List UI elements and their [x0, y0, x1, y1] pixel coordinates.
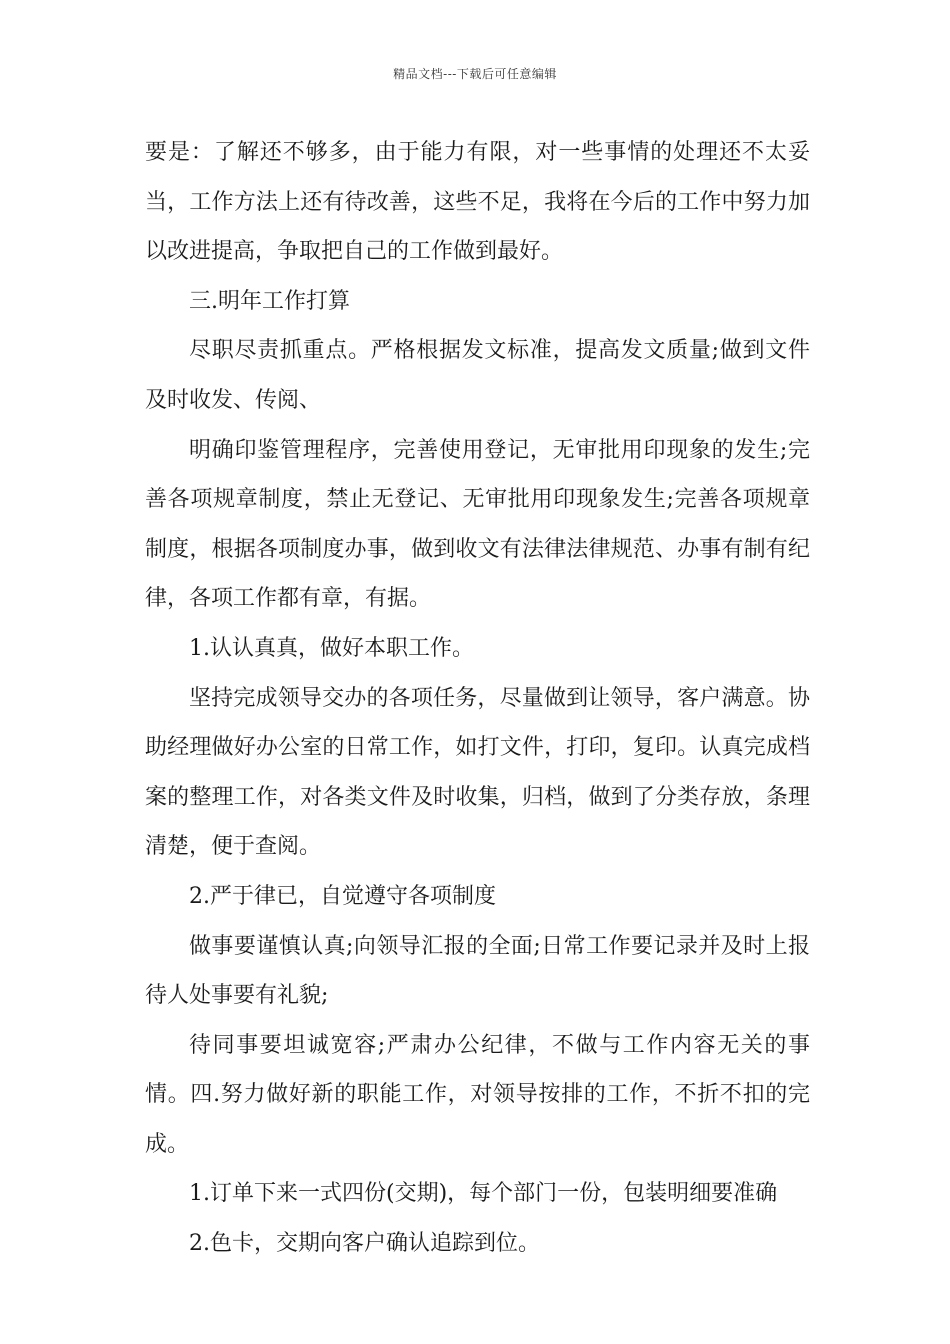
- list-item-heading: 1.认认真真，做好本职工作。: [189, 635, 474, 661]
- page-header: 精品文档---下载后可任意编辑: [393, 67, 557, 81]
- paragraph: 明确印鉴管理程序，完善使用登记，无审批用印现象的发生;完善各项规章制度，禁止无登记、无审批用印现象发生;完善各项规章制度，根据各项制度办事，做到收文有法律法律规范、办事有制有纪律，各项工作都有章，有据。: [145, 437, 810, 612]
- paragraph: 做事要谨慎认真;向领导汇报的全面;日常工作要记录并及时上报待人处事要有礼貌;: [145, 933, 810, 1009]
- list-item: 1.订单下来一式四份(交期)，每个部门一份，包装明细要准确: [189, 1181, 778, 1207]
- paragraph: 坚持完成领导交办的各项任务，尽量做到让领导，客户满意。协助经理做好办公室的日常工作，如打文件，打印，复印。认真完成档案的整理工作，对各类文件及时收集，归档，做到了分类存放，条理清楚，便于查阅。: [145, 685, 810, 860]
- section-heading: 三.明年工作打算: [189, 288, 350, 314]
- list-item-heading: 2.严于律已，自觉遵守各项制度: [189, 883, 496, 909]
- paragraph: 要是：了解还不够多，由于能力有限，对一些事情的处理还不太妥当，工作方法上还有待改善，这些不足，我将在今后的工作中努力加以改进提高，争取把自己的工作做到最好。: [145, 140, 810, 265]
- document-body: [145, 128, 810, 1269]
- paragraph: 待同事要坦诚宽容;严肃办公纪律，不做与工作内容无关的事情。四.努力做好新的职能工作，对领导按排的工作，不折不扣的完成。: [145, 1032, 810, 1157]
- paragraph: 尽职尽责抓重点。严格根据发文标准，提高发文质量;做到文件及时收发、传阅、: [145, 338, 810, 413]
- list-item: 2.色卡，交期向客户确认追踪到位。: [189, 1231, 540, 1257]
